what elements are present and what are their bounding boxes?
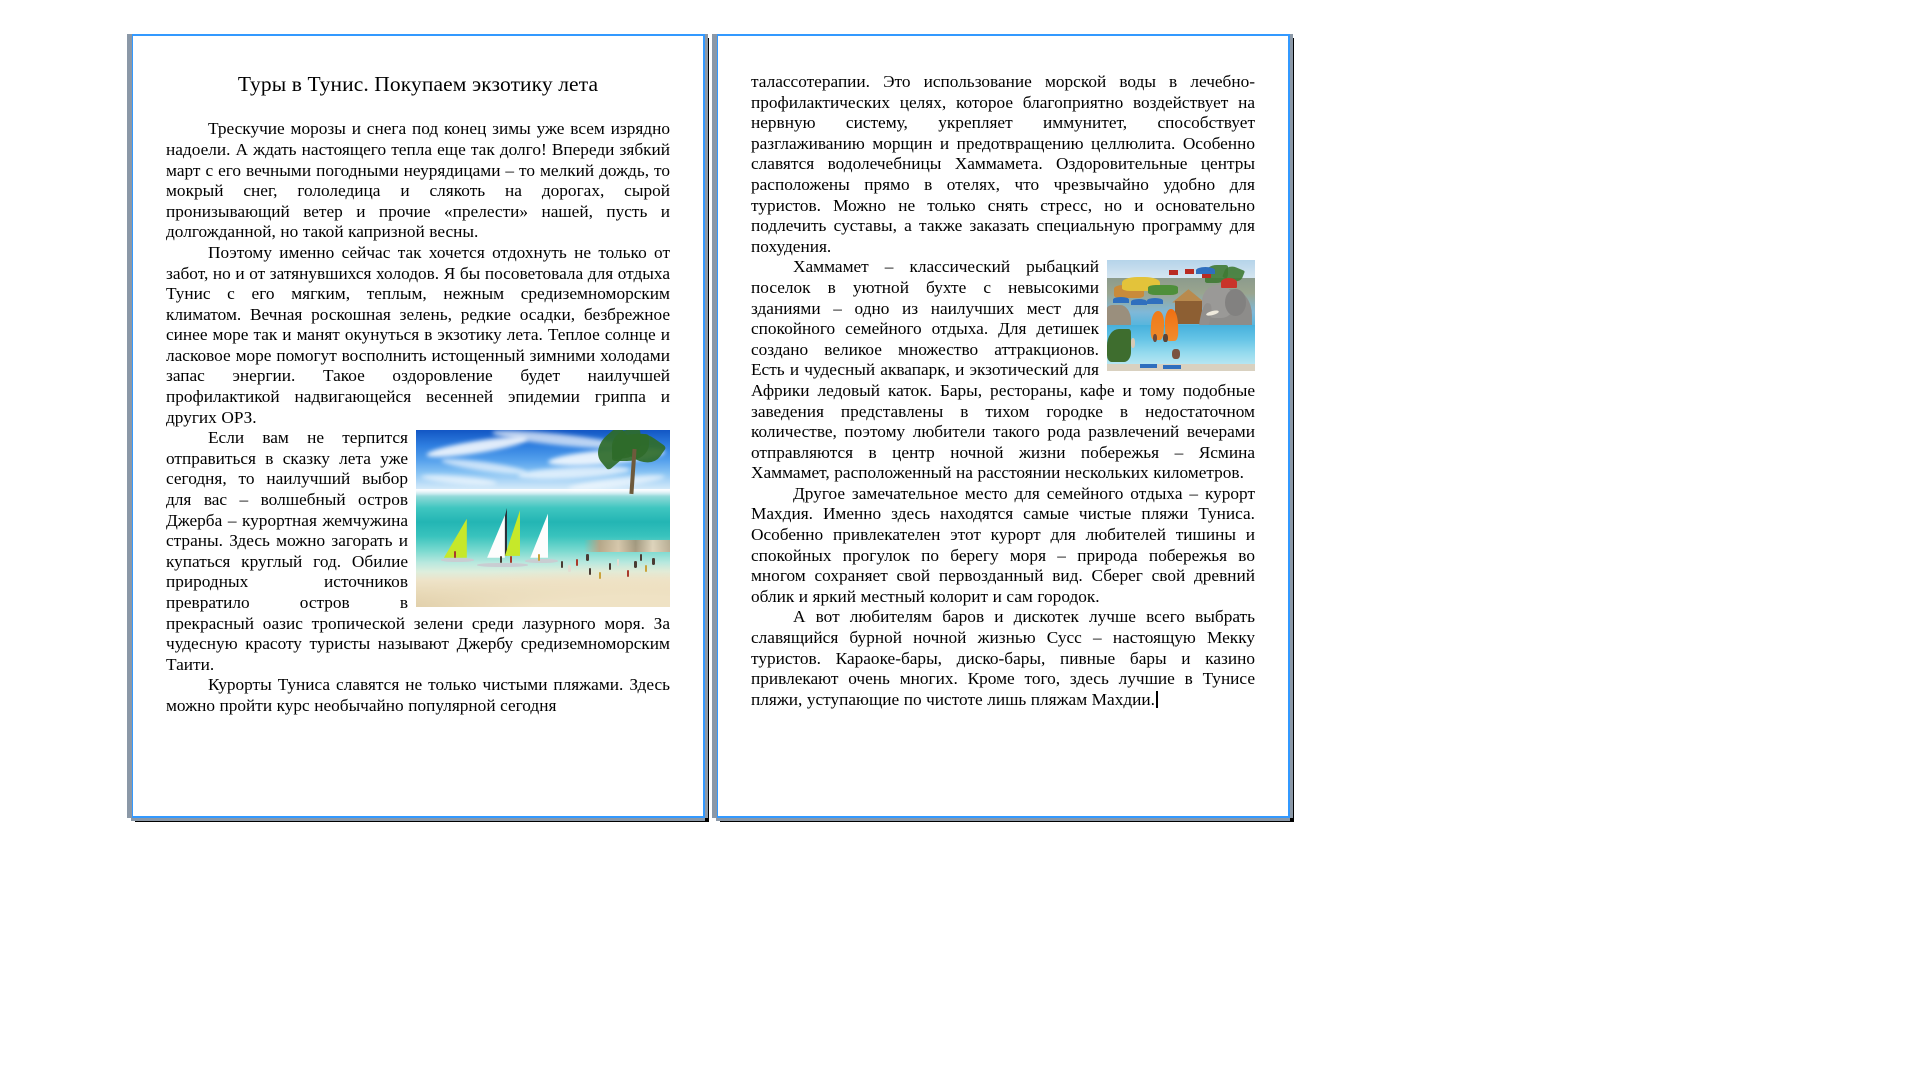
text-cursor: [1156, 691, 1158, 708]
page-binding-shadow: [127, 34, 132, 818]
paragraph: Хаммамет – классический рыбацкий поселок в уютной бухте с невысокими зданиями – одно из наилучших мест для спокойного семейного отдыха. Для детишек создано великое множество аттракционов. Есть и чудесный аквапарк, и экзотический для Африки ледовый каток. Бары, рестораны, кафе и тому подобные заведения представлены в тихом городке в недостаточном количестве, поэтому любители такого рода развлечений вечерами отправляются в центр ночной жизни побережья – Ясмина Хаммамет, расположенный на расстоянии нескольких километров.: [751, 257, 1255, 483]
palm-tree: [596, 434, 662, 494]
page-title: Туры в Тунис. Покупаем экзотику лета: [237, 72, 599, 96]
page-left-content[interactable]: [133, 36, 703, 816]
paragraph-text: А вот любителям баров и дискотек лучше всего выбрать славящийся бурной ночной жизнью Сусс – настоящую Мекку туристов. Караоке-бары, диско-бары, пивные бары и казино привлекают очень многих. Кроме того, здесь лучшие в Тунисе пляжи, уступающие по чистоте лишь пляжам Махдии.: [751, 607, 1255, 709]
page-binding-shadow: [712, 34, 717, 818]
page-right-content[interactable]: [718, 36, 1288, 816]
waterpark-photo-image: [1107, 260, 1255, 371]
paragraph: Если вам не терпится отправиться в сказку лета уже сегодня, то наилучший выбор для вас – волшебный остров Джерба – курортная жемчужина страны. Здесь можно загорать и купаться круглый год. Обилие природных источников превратило остров в прекрасный оазис тропической зелени среди лазурного моря. За чудесную красоту туристы называют Джербу средиземноморским Таити.: [166, 428, 670, 674]
paragraph: Поэтому именно сейчас так хочется отдохнуть не только от забот, но и от затянувшихся холодов. Я бы посоветовала для отдыха Тунис с его мягким, теплым, нежным средиземноморским климатом. Вечная роскошная зелень, редкие осадки, безбрежное синее море так и манят окунуться в экзотику лета. Теплое солнце и ласковое море помогут восполнить истощенный зимними холодами запас энергии. Такое оздоровление будет наилучшей профилактикой надвигающейся весенней эпидемии гриппа и других ОРЗ.: [166, 242, 670, 427]
paragraph: Другое замечательное место для семейного отдыха – курорт Махдия. Именно здесь находятся самые чистые пляжи Туниса. Особенно привлекателен этот курорт для любителей тишины и спокойных прогулок по берегу моря – природа побережья во многом сохраняет свой первозданный вид. Сберег свой древний облик и яркий местный колорит и сам городок.: [751, 483, 1255, 606]
document-page-left[interactable]: [131, 34, 705, 818]
beach-photo-image: [416, 430, 670, 607]
paragraph: Курорты Туниса славятся не только чистыми пляжами. Здесь можно пройти курс необычайно популярной сегодня: [166, 675, 670, 715]
waterpark-photo[interactable]: [1107, 260, 1255, 371]
paragraph: Трескучие морозы и снега под конец зимы уже всем изрядно надоели. А ждать настоящего тепла еще так долго! Впереди зябкий март с его вечными погодными неурядицами – то мелкий дождь, то мокрый снег, гололедица и слякоть на дорогах, сырой пронизывающий ветер и прочие «прелести» нашей, пусть и долгожданной, но такой капризной весны.: [166, 119, 670, 242]
paragraph-last: [751, 607, 1255, 710]
document-page-right[interactable]: [716, 34, 1290, 818]
beach-photo[interactable]: [416, 430, 670, 607]
paragraph: талассотерапии. Это использование морской воды в лечебно-профилактических целях, которое благоприятно воздействует на нервную систему, укрепляет иммунитет, способствует разглаживанию морщин и предотвращению целлюлита. Особенно славятся водолечебницы Хаммамета. Оздоровительные центры расположены прямо в отелях, что чрезвычайно удобно для туристов. Можно не только снять стресс, но и основательно подлечить суставы, а также заказать специальную программу для похудения.: [751, 72, 1255, 256]
